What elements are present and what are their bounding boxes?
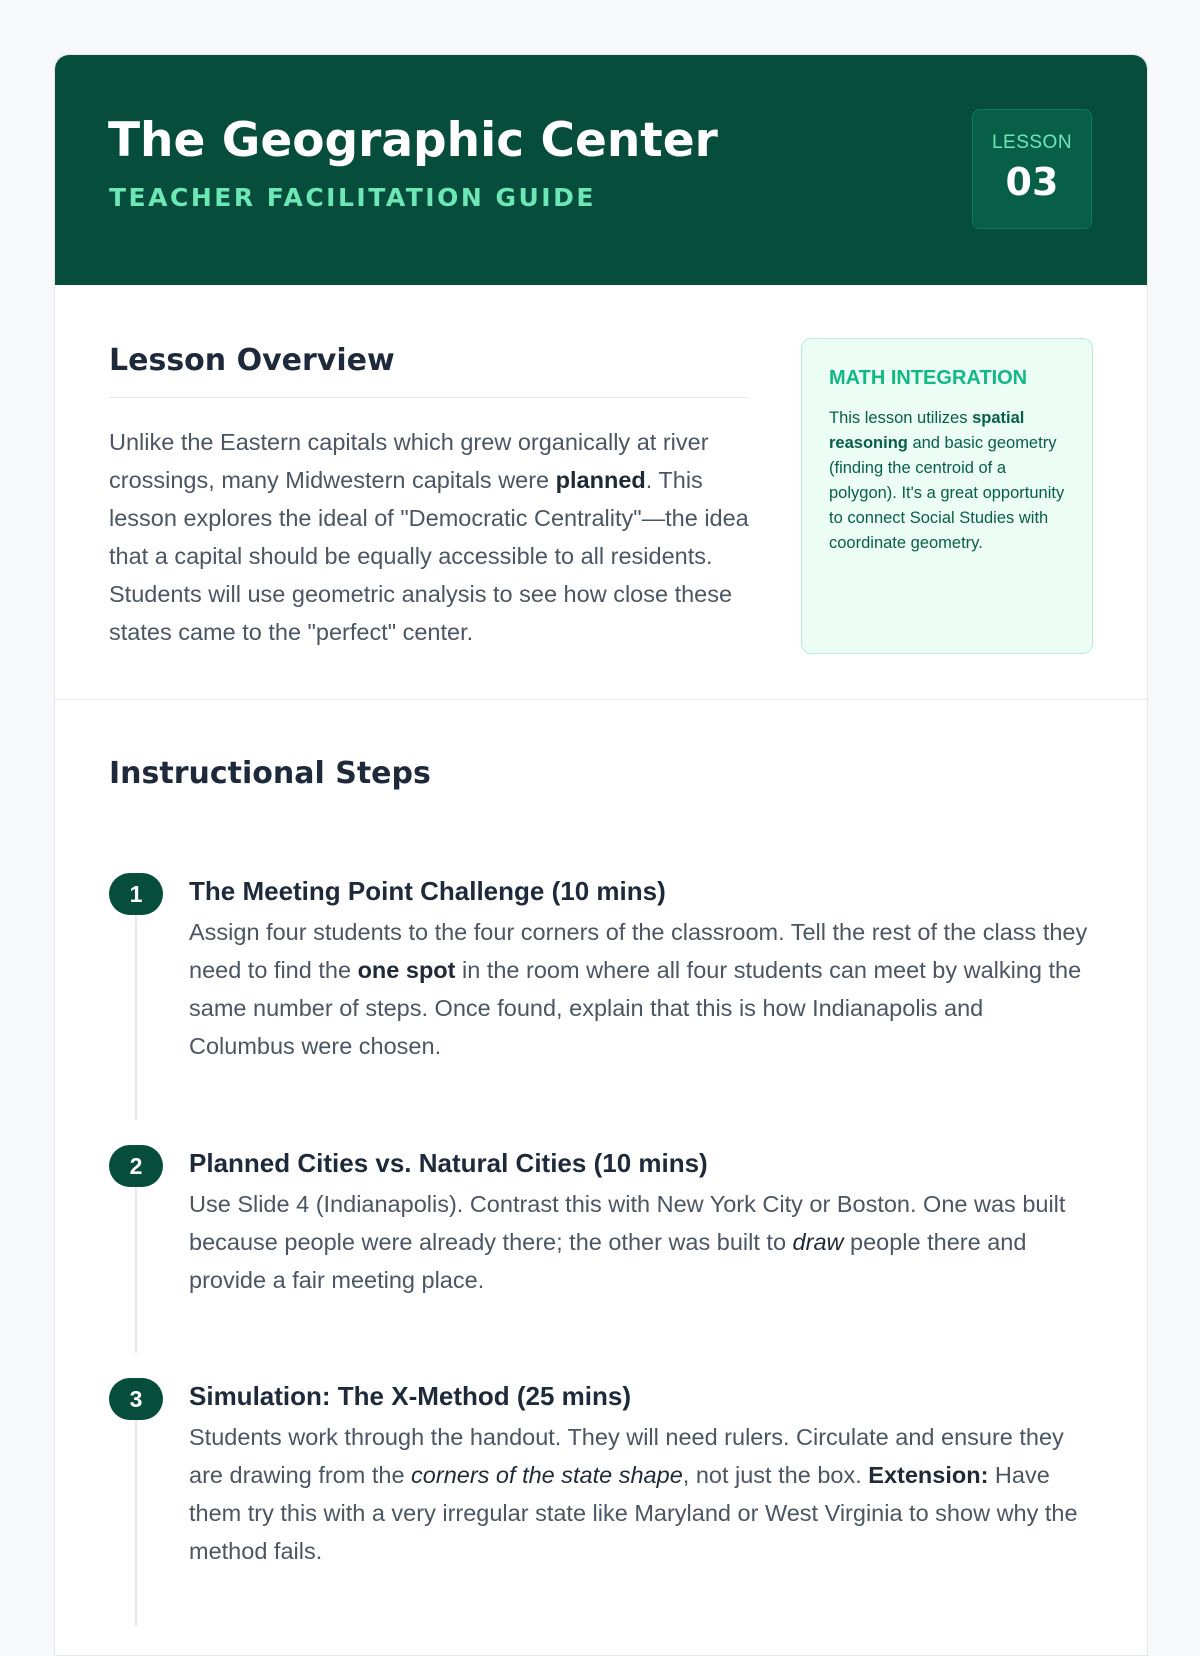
step-description: Use Slide 4 (Indianapolis). Contrast this with New York City or Boston. One was built because people were already there; the other was built to draw people there and provide a fair meeting place. — [189, 1191, 1066, 1293]
math-integration-text: This lesson utilizes spatial reasoning and basic geometry (finding the centroid of a polygon). It's a great opportunity to connect Social Studies with coordinate geometry. — [829, 409, 1065, 552]
overview-text: Unlike the Eastern capitals which grew organically at river crossings, many Midwestern capitals were planned. This lesson explores the ideal of "Democratic Centrality"—the idea that a capital should be equally accessible to all residents. Students will use geometric analysis to see how close these states came to the "perfect" center. — [109, 429, 749, 645]
lesson-overview-section — [55, 285, 1147, 700]
overview-divider — [109, 397, 748, 398]
step-description: Students work through the handout. They will need rulers. Circulate and ensure they are drawing from the corners of the state shape, not just the box. Extension: Have them try this with a very irregular state like Maryland or West Virginia to show why the method fails. — [189, 1424, 1078, 1564]
overview-emphasis: planned — [555, 467, 646, 493]
page-title: The Geographic Center — [108, 113, 718, 168]
guide-header — [55, 55, 1147, 285]
lesson-number: 03 — [1005, 160, 1059, 204]
step-number-badge: 1 — [109, 873, 163, 915]
steps-heading: Instructional Steps — [109, 756, 431, 791]
step-connector-line — [135, 893, 137, 1120]
step-connector-line — [135, 1398, 137, 1626]
step-number-badge: 3 — [109, 1378, 163, 1420]
math-integration-emphasis: spatial reasoning — [829, 409, 1025, 452]
lesson-badge — [972, 109, 1092, 229]
page-subtitle: TEACHER FACILITATION GUIDE — [109, 183, 596, 212]
step-connector-line — [135, 1165, 137, 1353]
overview-heading: Lesson Overview — [109, 343, 395, 378]
instructional-steps-section — [55, 700, 1147, 1656]
step-title: Planned Cities vs. Natural Cities (10 mins) — [189, 1148, 708, 1178]
step-title: The Meeting Point Challenge (10 mins) — [189, 876, 666, 906]
step-description: Assign four students to the four corners of the classroom. Tell the rest of the class they need to find the one spot in the room where all four students can meet by walking the same number of steps. Once found, explain that this is how Indianapolis and Columbus were chosen. — [189, 919, 1088, 1059]
lesson-guide-card — [54, 54, 1148, 1656]
step-title: Simulation: The X-Method (25 mins) — [189, 1381, 632, 1411]
math-integration-callout — [801, 338, 1093, 654]
math-integration-title: MATH INTEGRATION — [829, 367, 1028, 389]
lesson-label: LESSON — [991, 132, 1073, 153]
step-number-badge: 2 — [109, 1145, 163, 1187]
